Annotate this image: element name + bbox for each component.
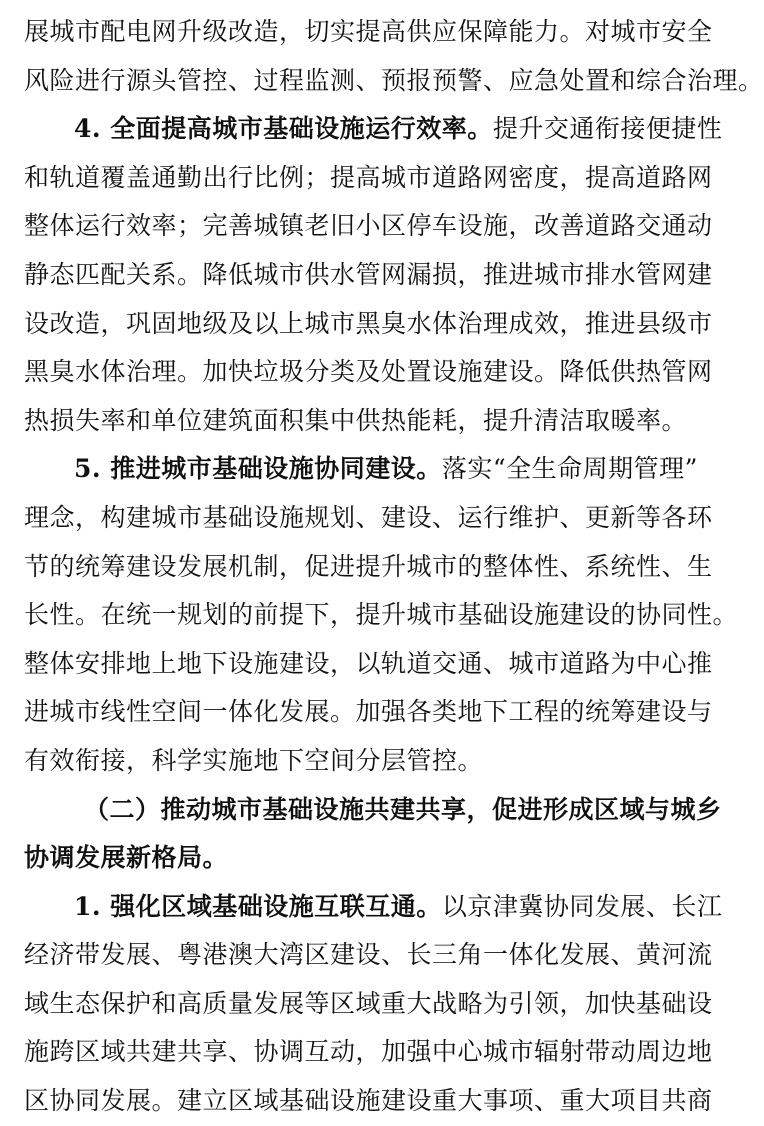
- section-heading-continued: 协调发展新格局。: [24, 843, 229, 873]
- document-page: [0, 8, 764, 1116]
- text-line: 理念，构建城市基础设施规划、建设、运行维护、更新等各环: [24, 502, 713, 532]
- item-5-lead: 5. 推进城市基础设施协同建设。: [74, 454, 442, 484]
- text-line: 进城市线性空间一体化发展。加强各类地下工程的统筹建设与: [24, 697, 713, 727]
- paragraph-4-first-line: [24, 105, 723, 154]
- text-line: 长性。在统一规划的前提下，提升城市基础设施建设的协同性。: [24, 600, 739, 630]
- text-line: 域生态保护和高质量发展等区域重大战略为引领，加快基础设: [24, 988, 713, 1018]
- text-line: 黑臭水体治理。加快垃圾分类及处置设施建设。降低供热管网: [24, 357, 713, 387]
- paragraph-1-first-line: [24, 883, 723, 932]
- item-1-text: 以京津冀协同发展、长江: [441, 891, 723, 921]
- paragraph-5-first-line: [24, 445, 698, 494]
- text-line: 有效衔接，科学实施地下空间分层管控。: [24, 745, 484, 775]
- item-1-lead: 1. 强化区域基础设施互联互通。: [74, 891, 442, 921]
- text-line: 整体运行效率；完善城镇老旧小区停车设施，改善道路交通动: [24, 211, 713, 241]
- text-line: 节的统筹建设发展机制，促进提升城市的整体性、系统性、生: [24, 551, 713, 581]
- text-line: 风险进行源头管控、过程监测、预报预警、应急处置和综合治理。: [24, 65, 764, 95]
- text-line: 施跨区域共建共享、协调互动，加强中心城市辐射带动周边地: [24, 1037, 713, 1067]
- text-line: 热损失率和单位建筑面积集中供热能耗，提升清洁取暖率。: [24, 405, 688, 435]
- item-4-text: 提升交通衔接便捷性: [492, 114, 723, 144]
- section-heading: （二）推动城市基础设施共建共享，促进形成区域与城乡: [84, 794, 722, 824]
- text-line: 展城市配电网升级改造，切实提高供应保障能力。对城市安全: [24, 17, 713, 46]
- text-line: 经济带发展、粤港澳大湾区建设、长三角一体化发展、黄河流: [24, 940, 713, 970]
- text-line: 区协同发展。建立区域基础设施建设重大事项、重大项目共商: [24, 1086, 713, 1116]
- item-4-lead: 4. 全面提高城市基础设施运行效率。: [74, 114, 493, 144]
- text-line: 整体安排地上地下设施建设，以轨道交通、城市道路为中心推: [24, 648, 713, 678]
- text-line: 设改造，巩固地级及以上城市黑臭水体治理成效，推进县级市: [24, 308, 713, 338]
- text-line: 和轨道覆盖通勤出行比例；提高城市道路网密度，提高道路网: [24, 162, 713, 192]
- item-5-text: 落实“全生命周期管理”: [441, 454, 698, 484]
- text-line: 静态匹配关系。降低城市供水管网漏损，推进城市排水管网建: [24, 259, 713, 289]
